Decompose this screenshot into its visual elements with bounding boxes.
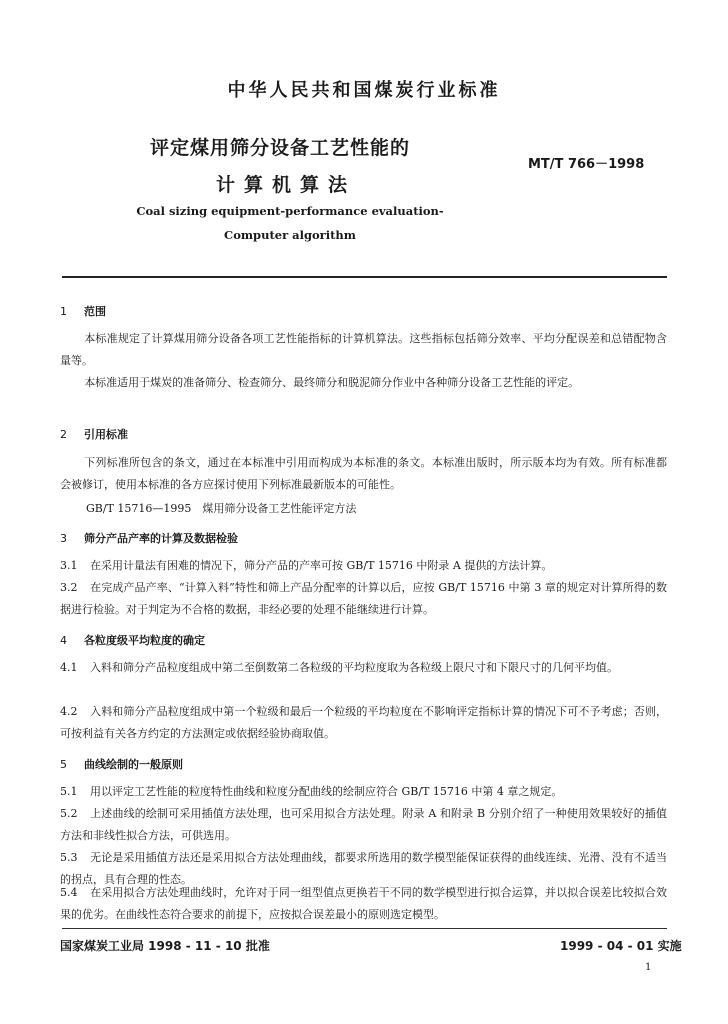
effective-date: 1999 - 04 - 01 实施 [560,939,682,953]
paragraph: 本标准规定了计算煤用筛分设备各项工艺性能指标的计算机算法。这些指标包括筛分效率、平均分配误差和总错配物含量等。 [60,332,667,367]
section-heading [60,303,106,319]
clause-text: 在采用计量法有困难的情况下，筛分产品的产率可按 GB/T 15716 中附录 A 提供的方法计算。 [90,559,553,572]
clause-text: 入料和筛分产品粒度组成中第二至倒数第二各粒级的平均粒度取为各粒级上限尺寸和下限尺寸的几何平均值。 [90,661,618,674]
clause-text: 用以评定工艺性能的粒度特性曲线和粒度分配曲线的绘制应符合 GB/T 15716 中第 4 章之规定。 [90,785,563,798]
section-heading [60,426,128,442]
section-title: 各粒度级平均粒度的确定 [84,634,205,647]
clause [60,781,667,803]
document-title-line-2: 计算机算法 [216,174,357,196]
clause-text: 在采用拟合方法处理曲线时，允许对于同一组型值点更换若干不同的数学模型进行拟合运算，并以拟合误差比较拟合效果的优劣。在曲线性态符合要求的前提下，应按拟合误差最小的原则选定模型。 [60,886,667,921]
clause-number: 3.2 [60,581,78,594]
document-title-line-1: 评定煤用筛分设备工艺性能的 [150,137,411,159]
reference-standard: GB/T 15716—1995 煤用筛分设备工艺性能评定方法 [86,502,357,515]
clause [60,577,667,621]
section-number: 4 [60,634,67,647]
standard-category-header: 中华人民共和国煤炭行业标准 [227,80,501,101]
clause-number: 4.2 [60,705,78,718]
section-number: 1 [60,305,67,318]
clause [60,882,667,926]
section-number: 3 [60,532,67,545]
section-number: 5 [60,758,67,771]
clause [60,803,667,847]
clause-number: 3.1 [60,559,78,572]
clause [60,555,667,577]
section-heading [60,756,183,772]
clause [60,657,667,679]
page-number: 1 [645,962,652,973]
clause-text: 入料和筛分产品粒度组成中第一个粒级和最后一个粒级的平均粒度在不影响评定指标计算的情况下可不予考虑；否则，可按利益有关各方约定的方法测定或依据经验协商取值。 [60,705,667,740]
header-divider [62,276,667,278]
clause [60,701,667,745]
section-title: 曲线绘制的一般原则 [84,758,183,771]
english-title-line-2: Computer algorithm [224,228,356,242]
clause-number: 5.4 [60,886,78,899]
section-title: 引用标准 [84,428,128,441]
section-number: 2 [60,428,67,441]
section-title: 筛分产品产率的计算及数据检验 [84,532,238,545]
paragraph: 下列标准所包含的条文，通过在本标准中引用而构成为本标准的条文。本标准出版时，所示版本均为有效。所有标准都会被修订，使用本标准的各方应探讨使用下列标准最新版本的可能性。 [60,456,667,491]
clause-number: 5.2 [60,807,78,820]
clause-number: 5.3 [60,851,78,864]
clause-text: 无论是采用插值方法还是采用拟合方法处理曲线，都要求所选用的数学模型能保证获得的曲线连续、光滑、没有不适当的拐点，具有合理的性态。 [60,851,667,886]
clause-text: 上述曲线的绘制可采用插值方法处理，也可采用拟合方法处理。附录 A 和附录 B 分别介绍了一种使用效果较好的插值方法和非线性拟合方法，可供选用。 [60,807,667,842]
section-title: 范围 [84,305,106,318]
standard-number: MT/T 766－1998 [528,157,645,172]
footer-divider [62,928,667,929]
section-heading [60,632,205,648]
english-title-line-1: Coal sizing equipment-performance evaluation- [136,204,444,218]
clause-number: 4.1 [60,661,78,674]
clause-number: 5.1 [60,785,78,798]
section-heading [60,530,238,546]
approval-date: 国家煤炭工业局 1998 - 11 - 10 批准 [60,939,270,953]
clause-text: 在完成产品产率、“计算入料”特性和筛上产品分配率的计算以后，应按 GB/T 15716 中第 3 章的规定对计算所得的数据进行检验。对于判定为不合格的数据，非经必要的处理不能继续进行计算。 [60,581,667,616]
paragraph: 本标准适用于煤炭的准备筛分、检查筛分、最终筛分和脱泥筛分作业中各种筛分设备工艺性能的评定。 [84,376,580,389]
